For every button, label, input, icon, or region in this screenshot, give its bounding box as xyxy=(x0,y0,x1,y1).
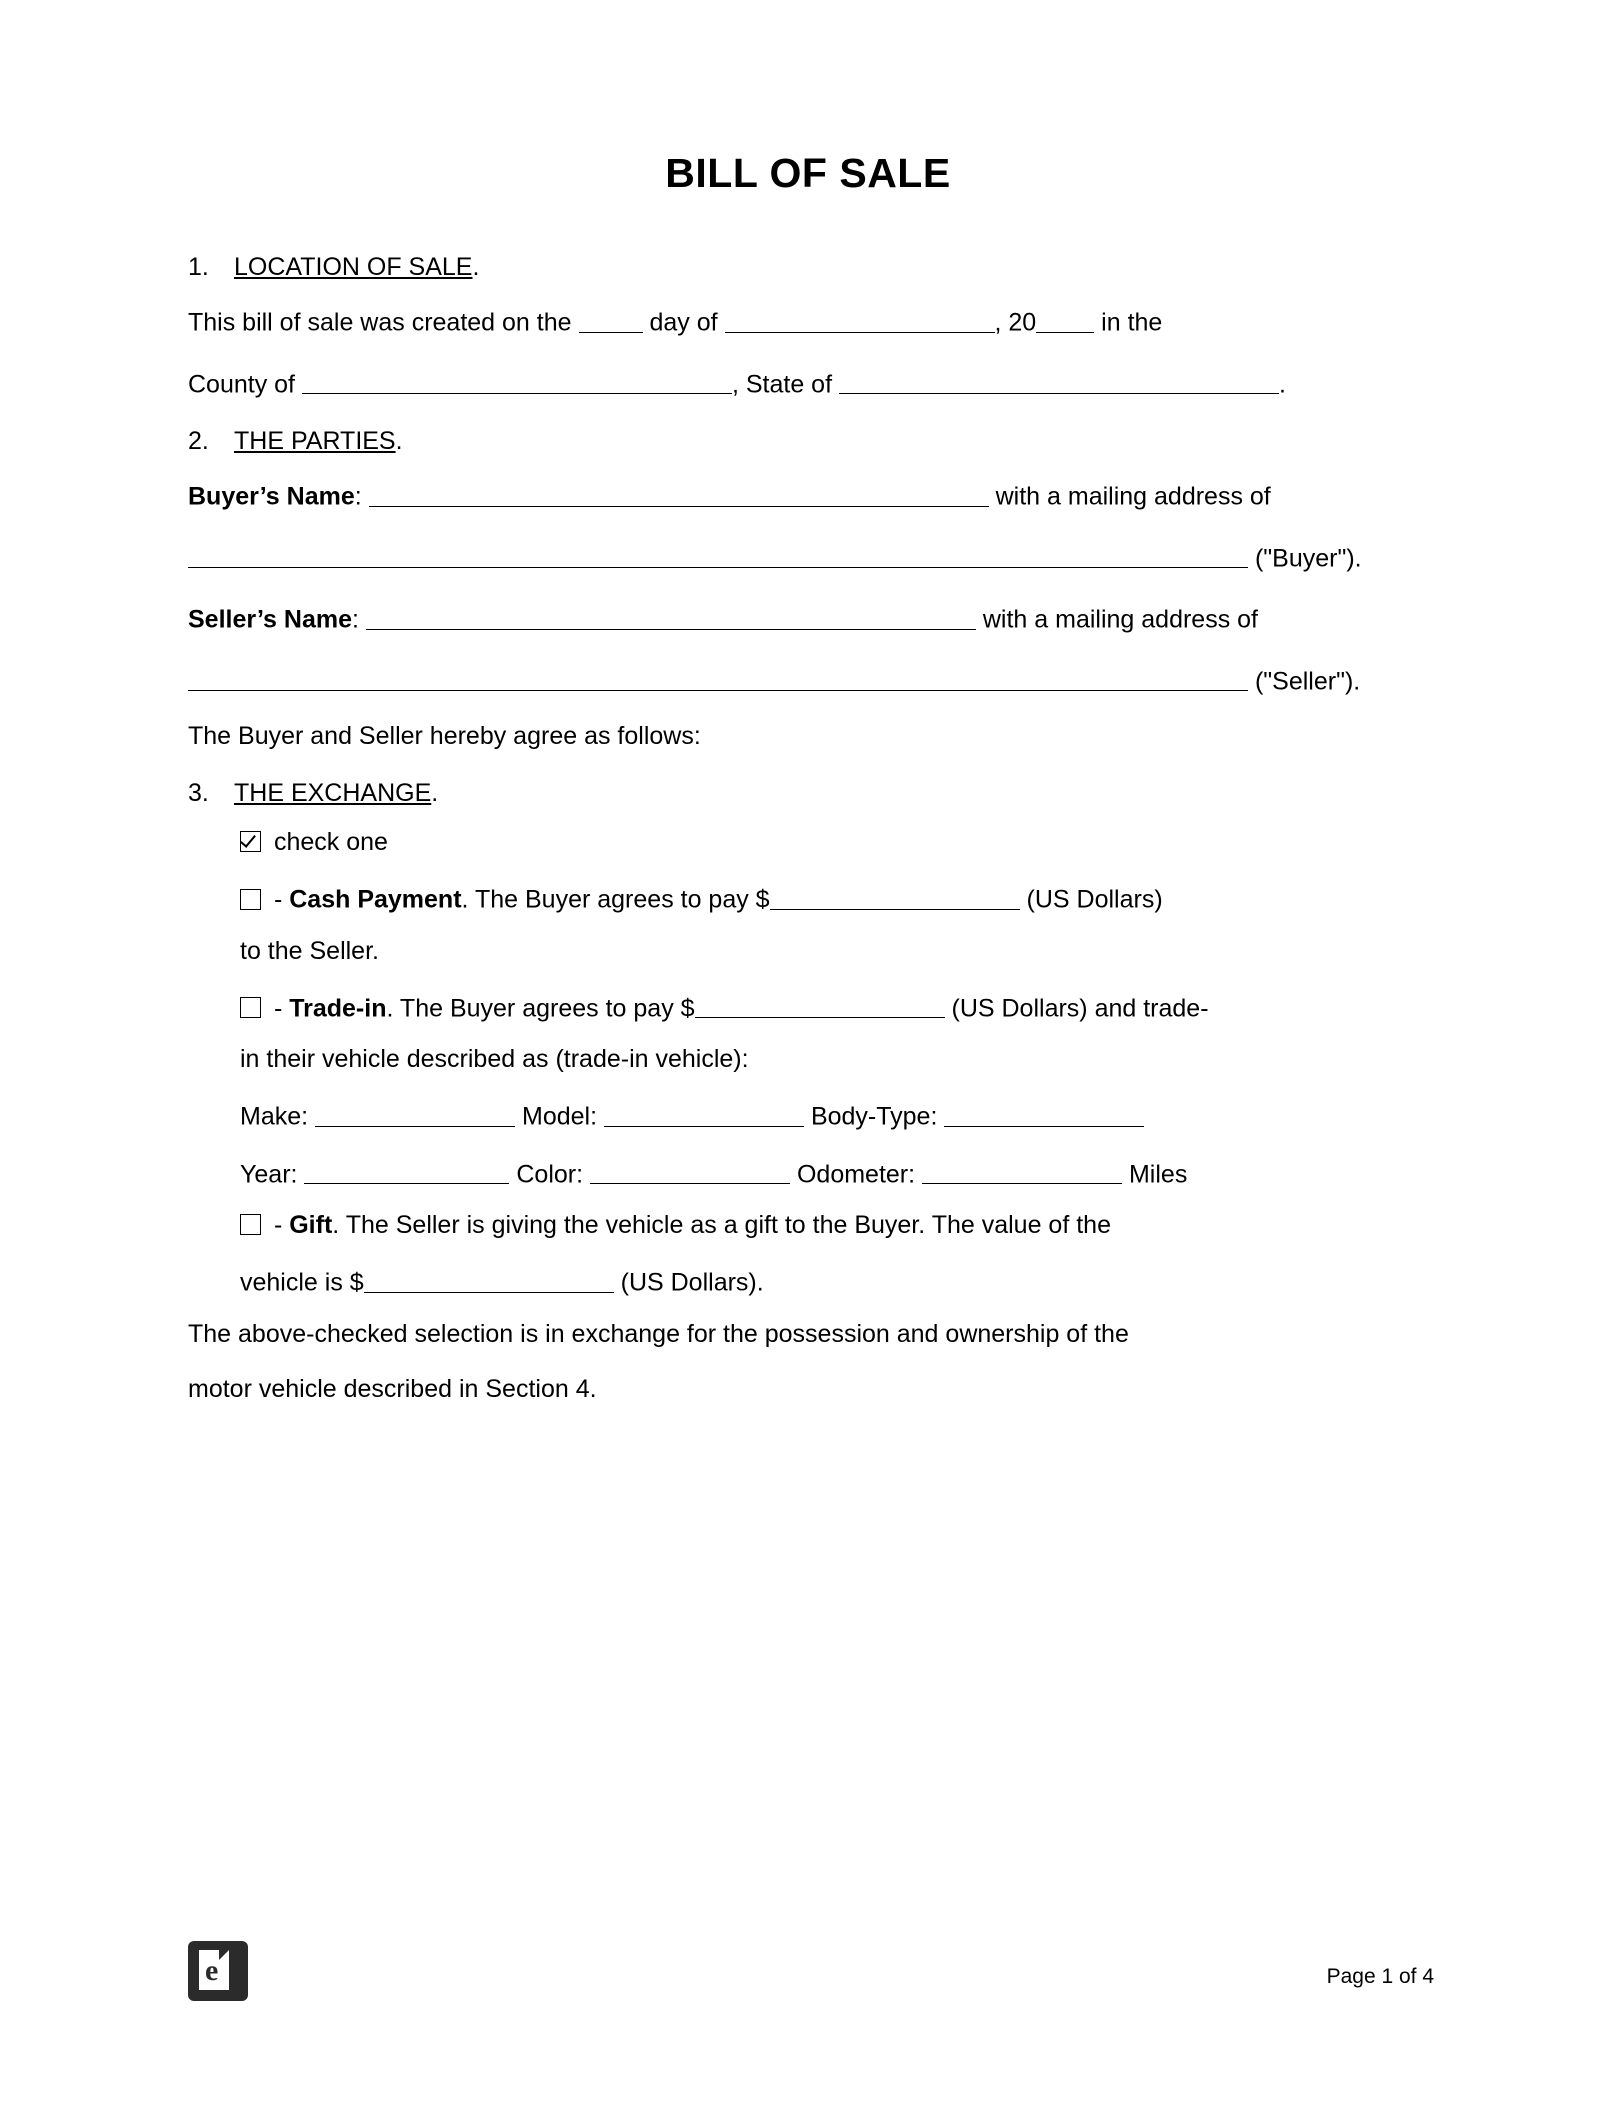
checkbox-cash-payment[interactable] xyxy=(240,889,261,910)
page-number: Page 1 of 4 xyxy=(1326,1965,1434,1988)
gift-text-c: (US Dollars). xyxy=(620,1268,764,1297)
odometer-blank[interactable] xyxy=(922,1156,1122,1185)
model-label: Model: xyxy=(522,1102,598,1131)
checkbox-gift[interactable] xyxy=(240,1214,261,1235)
gift-text-a: . The Seller is giving the vehicle as a gift to the Buyer. The value of the xyxy=(332,1211,1111,1239)
location-text-b: day of xyxy=(649,308,718,337)
model-blank[interactable] xyxy=(604,1098,804,1127)
gift-label: Gift xyxy=(289,1211,333,1239)
gift-dash: - xyxy=(273,1211,283,1239)
trade-in-vehicle-row1 xyxy=(240,1098,1428,1130)
section-title: THE PARTIES xyxy=(234,427,396,455)
checkbox-trade-in[interactable] xyxy=(240,997,261,1018)
gift-value-blank[interactable] xyxy=(364,1264,614,1293)
trade-in-option-line2: in their vehicle described as (trade-in vehicle): xyxy=(240,1045,749,1073)
seller-name-line xyxy=(188,601,1428,633)
check-one-row xyxy=(240,830,1428,855)
trade-amount-blank[interactable] xyxy=(695,990,945,1019)
section-title-suffix: . xyxy=(395,427,403,455)
cash-payment-option-line2: to the Seller. xyxy=(240,936,379,965)
location-text-a: This bill of sale was created on the xyxy=(188,308,572,337)
county-blank[interactable] xyxy=(302,366,732,395)
closing-sentence-line2: motor vehicle described in Section 4. xyxy=(188,1374,597,1403)
eforms-logo xyxy=(188,1941,252,2005)
document-body xyxy=(188,150,1428,1432)
buyer-name-blank[interactable] xyxy=(369,478,989,507)
color-blank[interactable] xyxy=(590,1156,790,1185)
location-sentence-line2 xyxy=(188,366,1428,398)
cash-payment-label: Cash Payment xyxy=(289,885,462,914)
checkbox-checked-icon[interactable] xyxy=(240,831,261,852)
seller-address-text: with a mailing address of xyxy=(982,605,1258,634)
buyer-address-blank[interactable] xyxy=(188,540,1248,569)
buyer-name-label: Buyer’s Name xyxy=(188,482,355,511)
trade-in-label: Trade-in xyxy=(289,994,387,1022)
state-blank[interactable] xyxy=(839,366,1279,395)
section-number: 1. xyxy=(188,253,209,281)
logo-letter: e xyxy=(205,1954,219,1987)
year-label: Year: xyxy=(240,1160,298,1188)
gift-option xyxy=(240,1213,1428,1238)
buyer-address-text: with a mailing address of xyxy=(995,482,1271,511)
location-period: . xyxy=(1278,370,1286,398)
year-vehicle-blank[interactable] xyxy=(304,1156,509,1185)
gift-option-line2 xyxy=(240,1264,1428,1296)
buyer-name-line xyxy=(188,478,1428,510)
buyer-colon: : xyxy=(354,482,362,511)
section-number: 2. xyxy=(188,427,209,455)
section-title-suffix: . xyxy=(431,779,439,807)
trade-dash: - xyxy=(273,994,283,1022)
cash-text-a: . The Buyer agrees to pay $ xyxy=(461,885,770,914)
make-blank[interactable] xyxy=(315,1098,515,1127)
document-icon xyxy=(188,1941,248,2001)
year-blank[interactable] xyxy=(1036,304,1094,333)
section-number: 3. xyxy=(188,779,209,807)
bodytype-blank[interactable] xyxy=(944,1098,1144,1127)
seller-tag: ("Seller"). xyxy=(1254,667,1361,695)
trade-in-option xyxy=(240,990,1428,1022)
closing-sentence-line1: The above-checked selection is in exchange for the possession and ownership of the xyxy=(188,1319,1129,1348)
odometer-label: Odometer: xyxy=(796,1160,916,1188)
make-label: Make: xyxy=(240,1102,309,1131)
section-heading-location xyxy=(188,253,1428,282)
cash-amount-blank[interactable] xyxy=(770,881,1020,910)
seller-address-line xyxy=(188,663,1428,695)
bodytype-label: Body-Type: xyxy=(810,1102,938,1131)
county-label: County of xyxy=(188,370,296,398)
section-heading-exchange xyxy=(188,779,1428,808)
state-label: , State of xyxy=(731,370,833,398)
color-label: Color: xyxy=(516,1160,584,1188)
miles-label: Miles xyxy=(1128,1160,1188,1188)
buyer-tag: ("Buyer"). xyxy=(1254,544,1362,572)
agreement-sentence: The Buyer and Seller hereby agree as follows: xyxy=(188,722,701,750)
section-title: THE EXCHANGE xyxy=(234,779,432,807)
section-heading-parties xyxy=(188,427,1428,456)
seller-name-blank[interactable] xyxy=(366,601,976,630)
trade-text-a: . The Buyer agrees to pay $ xyxy=(386,994,695,1022)
seller-address-blank[interactable] xyxy=(188,663,1248,692)
cash-text-b: (US Dollars) xyxy=(1026,885,1163,914)
cash-payment-option xyxy=(240,881,1428,913)
cash-dash: - xyxy=(273,885,283,914)
section-title-suffix: . xyxy=(472,253,480,281)
location-text-c: , 20 xyxy=(994,308,1037,337)
location-sentence-line1 xyxy=(188,304,1428,336)
buyer-address-line xyxy=(188,540,1428,572)
seller-colon: : xyxy=(352,605,359,634)
gift-text-b: vehicle is $ xyxy=(240,1268,364,1297)
page-title: BILL OF SALE xyxy=(665,150,951,196)
check-one-label: check one xyxy=(273,828,388,856)
day-blank[interactable] xyxy=(579,304,643,333)
month-blank[interactable] xyxy=(725,304,995,333)
location-text-d: in the xyxy=(1101,308,1163,337)
section-title: LOCATION OF SALE xyxy=(234,253,473,281)
trade-text-b: (US Dollars) and trade- xyxy=(951,994,1209,1022)
trade-in-vehicle-row2 xyxy=(240,1156,1428,1188)
seller-name-label: Seller’s Name xyxy=(188,605,352,634)
